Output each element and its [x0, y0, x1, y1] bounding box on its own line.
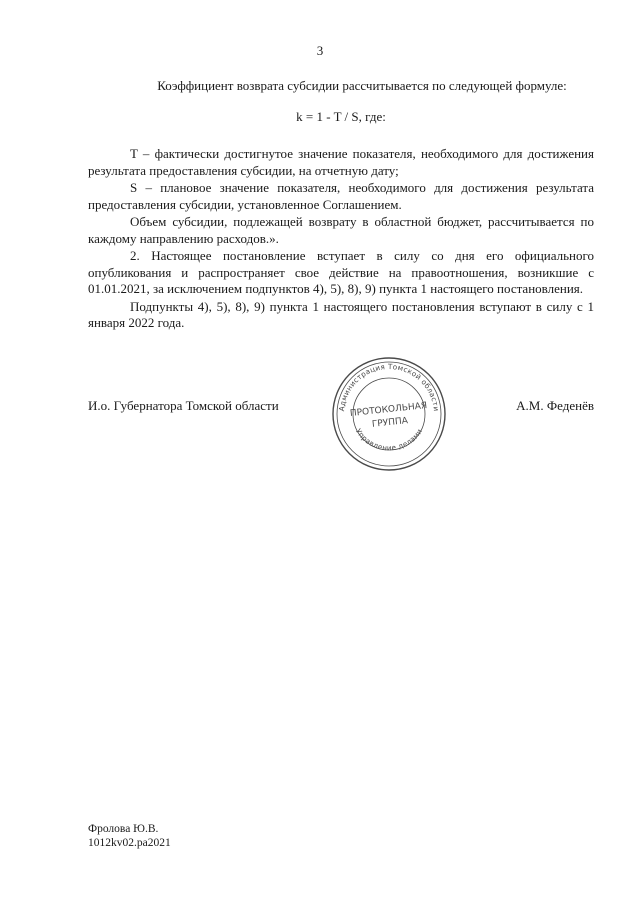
stamp-center-line-1: ПРОТОКОЛЬНАЯ	[349, 401, 428, 420]
definition-s: S – плановое значение показателя, необходимого для достижения результата предоставления субсидии, установленное Соглашением.	[88, 180, 594, 212]
footer-author: Фролова Ю.В.	[88, 823, 159, 835]
signer-title: И.о. Губернатора Томской области	[88, 398, 279, 413]
page-number: 3	[316, 43, 324, 58]
footer	[88, 822, 171, 850]
official-stamp	[330, 355, 448, 473]
stamp-seal-graphic	[330, 355, 448, 473]
formula-intro: Коэффициент возврата субсидии рассчитывается по следующей формуле:	[157, 78, 567, 93]
stamp-ring-text: Администрация Томской области	[337, 361, 441, 412]
document-body	[88, 78, 594, 333]
definition-t: T – фактически достигнутое значение показателя, необходимого для достижения результата предоставления субсидии, на отчетную дату;	[88, 146, 594, 178]
stamp-center-line-2: ГРУППА	[371, 416, 409, 430]
subclauses-effective-paragraph: Подпункты 4), 5), 8), 9) пункта 1 настоящего постановления вступают в силу с 1 января 2022 года.	[88, 298, 594, 330]
stamp-bottom-text: Управление делами	[353, 426, 425, 453]
svg-text:Управление делами	[354, 427, 424, 453]
effective-date-paragraph: 2. Настоящее постановление вступает в силу со дня его официального опубликования и распространяет свое действие на правоотношения, возникшие с 01.01.2021, за исключением подпунктов 4), 5), 8), 9) пункта 1 настоящего постановления.	[88, 248, 594, 296]
footer-doc-code: 1012kv02.pa2021	[88, 837, 171, 849]
signer-name: А.М. Феденёв	[516, 398, 594, 413]
formula: k = 1 - T / S, где:	[296, 108, 386, 124]
refund-volume-paragraph: Объем субсидии, подлежащей возврату в областной бюджет, рассчитывается по каждому направлению расходов.».	[88, 214, 594, 246]
